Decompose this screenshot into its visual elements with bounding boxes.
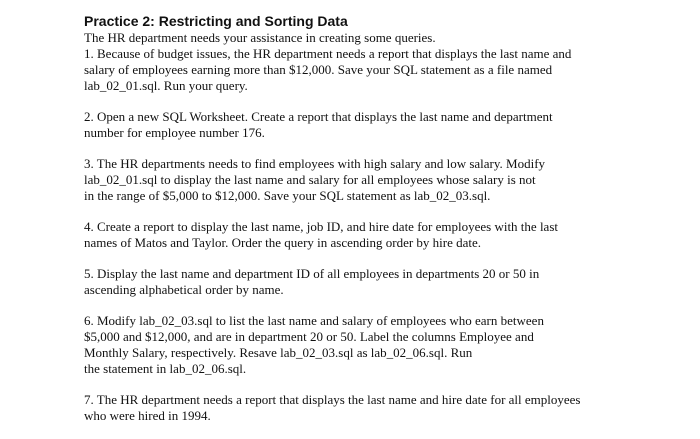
page-title: Practice 2: Restricting and Sorting Data — [84, 13, 348, 29]
exercise-line: lab_02_01.sql. Run your query. — [84, 78, 248, 93]
exercise-item-7 — [84, 392, 684, 424]
intro-text: The HR department needs your assistance in creating some queries. — [84, 30, 436, 45]
exercise-line: 7. The HR department needs a report that displays the last name and hire date for all employees — [84, 392, 581, 407]
exercise-line: 6. Modify lab_02_03.sql to list the last name and salary of employees who earn between — [84, 313, 544, 328]
exercise-line: the statement in lab_02_06.sql. — [84, 361, 247, 376]
exercise-line: in the range of $5,000 to $12,000. Save your SQL statement as lab_02_03.sql. — [84, 188, 491, 203]
exercise-line: who were hired in 1994. — [84, 408, 211, 423]
exercise-line: 4. Create a report to display the last name, job ID, and hire date for employees with the last — [84, 219, 558, 234]
exercise-item-1 — [84, 46, 684, 94]
exercise-line: 5. Display the last name and department ID of all employees in departments 20 or 50 in — [84, 266, 540, 281]
exercise-line: names of Matos and Taylor. Order the query in ascending order by hire date. — [84, 235, 482, 250]
exercise-line: $5,000 and $12,000, and are in department 20 or 50. Label the columns Employee and — [84, 329, 534, 344]
exercise-item-5 — [84, 266, 684, 298]
exercise-line: ascending alphabetical order by name. — [84, 282, 284, 297]
exercise-item-4 — [84, 219, 684, 251]
exercise-line: 2. Open a new SQL Worksheet. Create a report that displays the last name and department — [84, 109, 553, 124]
exercise-line: salary of employees earning more than $12,000. Save your SQL statement as a file named — [84, 62, 553, 77]
exercise-item-3 — [84, 156, 684, 204]
exercise-line: lab_02_01.sql to display the last name and salary for all employees whose salary is not — [84, 172, 536, 187]
exercise-line: number for employee number 176. — [84, 125, 265, 140]
exercise-item-2 — [84, 109, 684, 141]
exercise-line: Monthly Salary, respectively. Resave lab_02_03.sql as lab_02_06.sql. Run — [84, 345, 473, 360]
exercise-line: 3. The HR departments needs to find employees with high salary and low salary. Modify — [84, 156, 546, 171]
exercise-item-6 — [84, 313, 684, 377]
exercise-line: 1. Because of budget issues, the HR department needs a report that displays the last name and — [84, 46, 572, 61]
document — [84, 12, 684, 439]
